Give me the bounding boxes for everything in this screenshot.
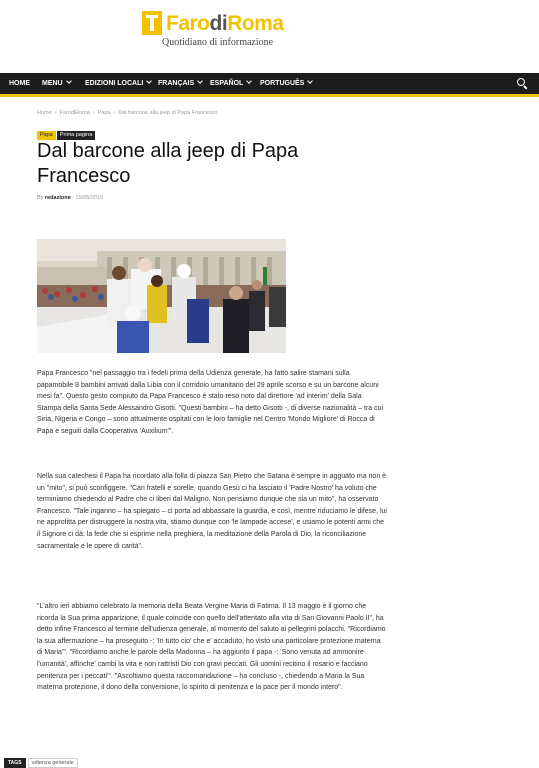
tags-label: TAGS xyxy=(4,758,26,768)
chevron-down-icon xyxy=(308,78,314,84)
nav-item-espanol[interactable] xyxy=(210,73,251,94)
nav-item-home[interactable] xyxy=(9,73,30,94)
article-paragraph-1: Papa Francesco "nel passaggio tra i fedeli prima della Udienza generale, ha fatto salire stamani sulla papamobile 8 bambini arrivati dalla Libia con il corridoio umanitario del 29 aprile scorso e su un barcone alcuni mesi fa". Questo gesto compiuto da Papa Francesco è stato reso noto dal direttore 'ad interim' della Sala Stampa della Santa Sede Alessandro Gisotti. "Questi bambini – ha detto Gisotti -, di diverse nazionalità – tra cui Siria, Nigeria e Congo – sono attualmente ospitati con le loro famiglie nel Centro 'Mondo Migliore' di Rocca di Papa e seguiti dalla Cooperativa 'Auxilium'". xyxy=(37,370,384,435)
article-photo xyxy=(37,239,286,353)
tags-section xyxy=(4,751,78,766)
nav-item-francais[interactable] xyxy=(158,73,202,94)
nav-label: FRANÇAIS xyxy=(158,80,195,87)
meta-separator: - xyxy=(72,195,75,201)
nav-item-portugues[interactable] xyxy=(260,73,312,94)
category-prima-pagina[interactable]: Prima pagina xyxy=(57,131,95,140)
chevron-down-icon xyxy=(197,78,203,84)
nav-label: PORTUGUÊS xyxy=(260,80,305,87)
nav-item-edizioni-locali[interactable] xyxy=(85,73,151,94)
by-label: By xyxy=(37,195,44,201)
chevron-down-icon xyxy=(246,78,252,84)
site-logo[interactable] xyxy=(142,11,282,51)
article-paragraph-2: Nella sua catechesi il Papa ha ricordato alla folla di piazza San Pietro che Satana è sempre in agguato ma non è un "mito", si può sconfiggere. "Cari fratelli e sorelle, quando Gesù ci ha lasciato il 'Padre Nostro' ha voluto che terminiamo chiedendo al Padre che ci liberi dal Maligno. Non pensiamo dunque che sia un mito", ha osservato Francesco. "Tale inganno – ha spiegato – ci porta ad abbassare la guardia, e così, mentre riduciamo le difese, lui ne approfitta per distruggere la nostra vita, stiamo dunque con 'le lampade accese', e usiamo le potenti armi che il Signore ci dà: la fede che si esprime nella preghiera, la meditazione della Parola di Dio, la riconciliazione sacramentale e le opere di carità". xyxy=(37,473,387,550)
nav-label: EDIZIONI LOCALI xyxy=(85,80,144,87)
logo-wordmark: FarodiRoma xyxy=(166,12,284,35)
breadcrumb-farodiroma[interactable]: FarodiRoma xyxy=(59,110,90,116)
article-date: 15/05/2019 xyxy=(75,195,104,201)
article-meta xyxy=(37,195,103,201)
logo-tagline: Quotidiano di informazione xyxy=(162,37,274,48)
nav-item-menu[interactable] xyxy=(42,73,71,94)
page-title: Dal barcone alla jeep di Papa Francesco xyxy=(37,140,299,187)
lighthouse-logo-icon xyxy=(142,11,162,35)
nav-label: HOME xyxy=(9,80,30,87)
search-icon[interactable] xyxy=(517,78,528,89)
author-link[interactable]: redazione xyxy=(44,195,71,201)
chevron-down-icon xyxy=(66,78,72,84)
breadcrumb-home[interactable]: Home xyxy=(37,110,52,116)
site-header xyxy=(0,0,539,72)
nav-label: ESPAÑOL xyxy=(210,80,244,87)
main-nav xyxy=(0,73,539,97)
breadcrumb: Home › FarodiRoma › Papa › Dal barcone alla jeep di Papa Francesco xyxy=(37,110,218,116)
category-papa[interactable]: Papa xyxy=(37,131,56,140)
breadcrumb-papa[interactable]: Papa xyxy=(97,110,111,116)
tag-udienza-generale[interactable]: udienza generale xyxy=(28,758,78,768)
breadcrumb-current: Dal barcone alla jeep di Papa Francesco xyxy=(118,110,218,116)
chevron-down-icon xyxy=(147,78,153,84)
category-tags xyxy=(37,123,96,138)
article-paragraph-3: "L'altro ieri abbiamo celebrato la memoria della Beata Vergine Maria di Fatima. Il 13 maggio è il giorno che ricorda la Sua prima apparizione, il quale coincide con quello dell'attentato alla vita di San Giovanni Paolo II", ha detto infine Francesco al termine dell'udienza generale, al momento del saluto ai pellegrini polacchi. "Ricordiamo la sua affermazione – ha proseguito -: 'In tutto cio' che e' accaduto, ho visto una particolare protezione materna di Maria'". "Ricordiamo anche le parole della Madonna – ha aggiunto il papa -: 'Sono venuta ad ammonire l'umanità', affinche' cambi la vita e non rattristi Dio con gravi peccati. Gli uomini recitino il rosario e facciano penitenza per i peccati'". "Ascoltiamo questa raccomandazione – ha concluso -, chiedendo a Maria la Sua materna protezione, il dono della conversione, lo spirito di penitenza e la pace per il mondo intero". xyxy=(37,603,386,692)
nav-label: MENU xyxy=(42,80,63,87)
